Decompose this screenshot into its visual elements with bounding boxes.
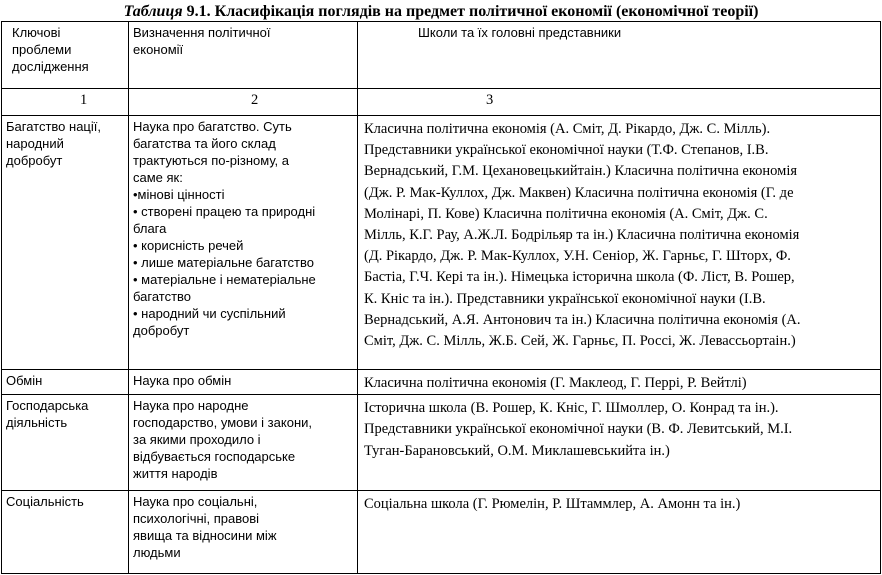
schools-line: Представники української економічної науки (Т.Ф. Степанов, І.В. — [364, 142, 769, 159]
problem-cell — [2, 116, 129, 370]
column-number: 3 — [358, 89, 881, 116]
definition-line: багатство — [133, 289, 192, 304]
table-header-row — [2, 22, 881, 89]
definition-line: людьми — [133, 545, 181, 561]
table-row — [2, 370, 881, 395]
definition-line: життя народів — [133, 466, 218, 482]
problem-line: Соціальність — [6, 494, 84, 510]
schools-cell — [358, 395, 881, 491]
problem-line: Багатство нації, — [6, 119, 101, 134]
schools-line: Вернадський, Г.М. Цехановецькийтаін.) Класична політична економія — [364, 163, 798, 180]
schools-line: Класична політична економія (Г. Маклеод, Г. Перрі, Р. Вейтлі) — [364, 375, 747, 391]
classification-table — [1, 21, 881, 574]
problem-line: Обмін — [6, 373, 43, 388]
schools-cell — [358, 370, 881, 395]
schools-line: Представники української економічної науки (В. Ф. Левитський, М.І. — [364, 421, 793, 438]
schools-line: Молінарі, П. Кове) Класична політична економія (А. Сміт, Дж. С. — [364, 205, 768, 222]
definition-cell — [129, 370, 358, 395]
header-line: дослідження — [12, 59, 89, 74]
column-number: 1 — [2, 89, 129, 116]
header-problems — [2, 22, 129, 89]
definition-line: явища та відносини між — [133, 528, 277, 544]
problem-line: діяльність — [6, 415, 68, 431]
header-line: Визначення політичної — [133, 25, 271, 40]
problem-cell — [2, 491, 129, 574]
definition-line: багатства та його склад — [133, 136, 276, 151]
definition-line: Наука про багатство. Суть — [133, 119, 292, 134]
definition-line: • народний чи суспільний — [133, 306, 286, 321]
problem-line: Господарська — [6, 398, 89, 414]
definition-cell — [129, 116, 358, 370]
problem-cell — [2, 370, 129, 395]
column-number: 2 — [129, 89, 358, 116]
definition-cell — [129, 395, 358, 491]
definition-line: психологічні, правові — [133, 511, 260, 527]
definition-line: •мінові цінності — [133, 187, 225, 202]
caption-label: Таблиця — [123, 3, 183, 20]
schools-line: Сміт, Дж. С. Мілль, Ж.Б. Сей, Ж. Гарньє, П. Россі, Ж. Левассьортаін.) — [364, 333, 796, 350]
definition-line: Наука про обмін — [133, 373, 232, 388]
problem-line: добробут — [6, 153, 63, 168]
column-numbers-row — [2, 89, 881, 116]
table-caption — [0, 2, 882, 22]
problem-line: народний — [6, 136, 64, 151]
problem-cell — [2, 395, 129, 491]
table-row — [2, 116, 881, 370]
definition-line: саме як: — [133, 170, 183, 185]
definition-line: Наука про соціальні, — [133, 494, 258, 510]
definition-line: блага — [133, 221, 167, 236]
schools-line: Туган-Барановський, О.М. Миклашевськийта ін.) — [364, 442, 670, 459]
definition-cell — [129, 491, 358, 574]
definition-line: господарство, умови і закони, — [133, 415, 312, 431]
schools-line: Мілль, К.Г. Рау, А.Ж.Л. Бодрільяр та ін.) Класична політична економія — [364, 227, 800, 244]
schools-line: Історична школа (В. Рошер, К. Кніс, Г. Шмоллер, О. Конрад та ін.). — [364, 400, 779, 417]
definition-line: за якими проходило і — [133, 432, 261, 448]
header-line: Ключові — [12, 25, 61, 40]
header-line: Школи та їх головні представники — [418, 25, 622, 40]
header-line: проблеми — [12, 42, 72, 57]
table-row — [2, 395, 881, 491]
definition-line: Наука про народне — [133, 398, 249, 414]
definition-line: • корисність речей — [133, 238, 244, 253]
header-line: економії — [133, 42, 184, 57]
definition-line: • лише матеріальне багатство — [133, 255, 314, 270]
caption-text: 9.1. Класифікація поглядів на предмет політичної економії (економічної теорії) — [186, 3, 759, 20]
header-definition — [129, 22, 358, 89]
schools-line: Класична політична економія (А. Сміт, Д. Рікардо, Дж. С. Мілль). — [364, 121, 771, 137]
definition-line: • матеріальне і нематеріальне — [133, 272, 316, 287]
schools-line: Вернадський, А.Я. Антонович та ін.) Класична політична економія (А. — [364, 311, 801, 328]
definition-line: трактуються по-різному, а — [133, 153, 290, 168]
schools-cell — [358, 491, 881, 574]
schools-line: (Дж. Р. Мак-Куллох, Дж. Маквен) Класична політична економія (Г. де — [364, 184, 794, 201]
table-row — [2, 491, 881, 574]
definition-line: добробут — [133, 323, 190, 338]
schools-line: К. Кніс та ін.). Представники української економічної науки (І.В. — [364, 290, 766, 307]
definition-line: • створені працею та природні — [133, 204, 316, 219]
schools-line: Бастіа, Г.Ч. Кері та ін.). Німецька історична школа (Ф. Ліст, В. Рошер, — [364, 269, 795, 286]
schools-line: (Д. Рікардо, Дж. Р. Мак-Куллох, У.Н. Сеніор, Ж. Гарньє, Г. Шторх, Ф. — [364, 248, 791, 265]
definition-line: відбувається господарське — [133, 449, 296, 465]
schools-line: Соціальна школа (Г. Рюмелін, Р. Штаммлер, А. Амонн та ін.) — [364, 496, 741, 513]
header-schools — [358, 22, 881, 89]
schools-cell — [358, 116, 881, 370]
